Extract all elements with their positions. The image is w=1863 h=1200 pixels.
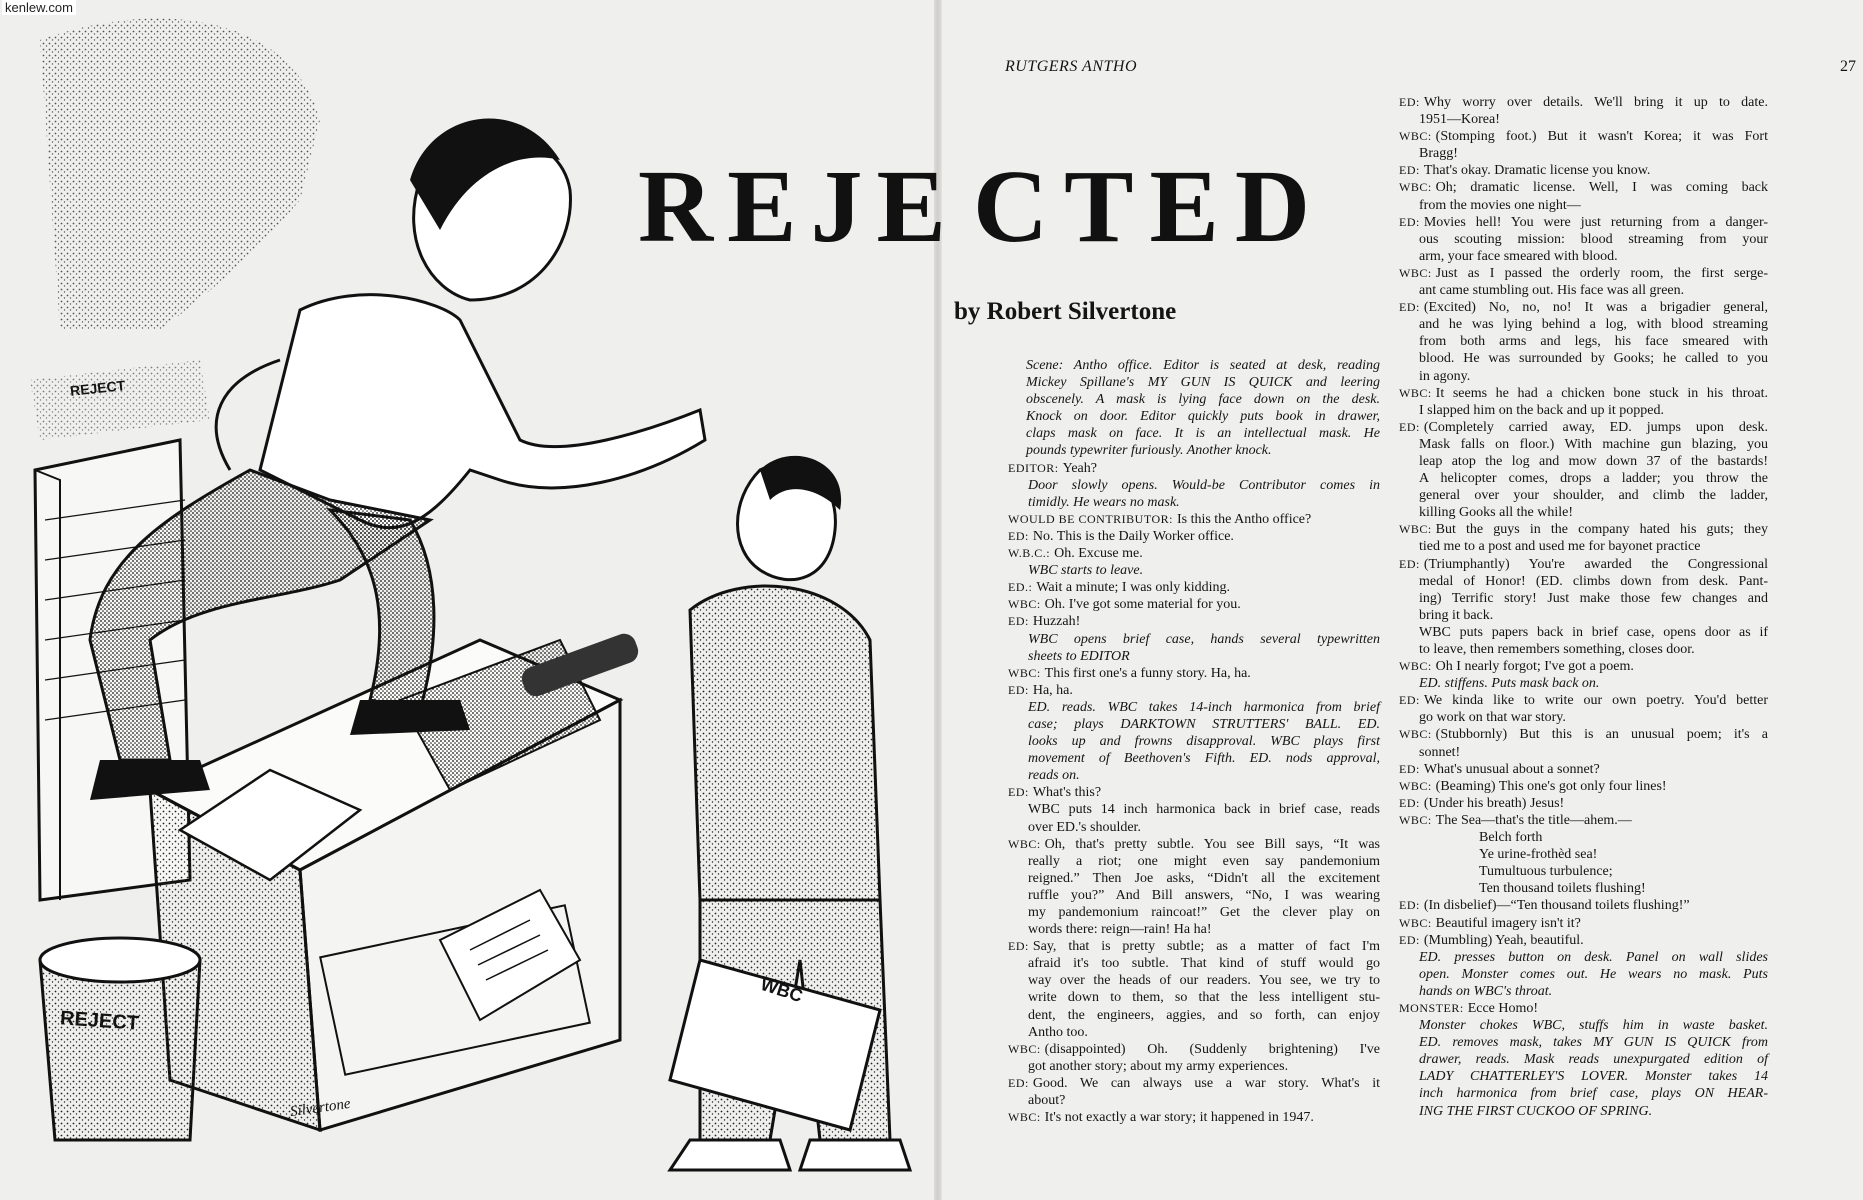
speaker-tag: WBC: <box>1008 836 1041 851</box>
title-part-right: CTED <box>973 149 1326 264</box>
stage-direction: WBC puts papers back in brief case, opens door as if <box>1419 624 1768 640</box>
script-column-right <box>1399 94 1768 1120</box>
speaker-tag: WBC: <box>1399 659 1432 674</box>
dialogue-line: MONSTER: Ecce Homo! <box>1399 1000 1539 1016</box>
dialogue-continuation: 1951—Korea! <box>1419 112 1500 128</box>
dialogue-continuation: ant came stumbling out. His face was all green. <box>1419 283 1685 299</box>
stage-direction: looks up and frowns disapproval. WBC plays first <box>1028 734 1380 750</box>
poem-line: Belch forth <box>1479 830 1543 846</box>
speaker-tag: ED: <box>1399 163 1420 178</box>
dialogue-continuation: from the movies one night— <box>1419 197 1581 213</box>
stage-direction: pounds typewriter furiously. Another knock. <box>1026 443 1272 459</box>
dialogue-continuation: ruffle you?” And Bill answers, “No, I was wearing <box>1028 887 1380 903</box>
stage-direction: WBC opens brief case, hands several typewritten <box>1028 631 1380 647</box>
waste-basket-label: REJECT <box>59 1007 140 1035</box>
dialogue-continuation: A helicopter comes, drops a ladder; you throw the <box>1419 471 1768 487</box>
dialogue-line: WBC: It seems he had a chicken bone stuck in his throat. <box>1399 385 1768 401</box>
dialogue-line: ED: That's okay. Dramatic license you know. <box>1399 163 1651 179</box>
script-column-left <box>1008 357 1380 1126</box>
speaker-tag: ED: <box>1399 898 1420 913</box>
speaker-tag: ED: <box>1399 214 1420 229</box>
dialogue-line: ED: Ha, ha. <box>1008 682 1073 698</box>
stage-direction: Scene: Antho office. Editor is seated at desk, reading <box>1026 358 1380 373</box>
dialogue-continuation: way over the heads of our readers. You see, we try to <box>1028 973 1380 989</box>
speaker-tag: ED: <box>1399 300 1420 315</box>
dialogue-line: WBC: (Stubbornly) But this is an unusual poem; it's a <box>1399 727 1768 743</box>
speaker-tag: WBC: <box>1399 385 1432 400</box>
dialogue-continuation: reigned.” Then Joe asks, “Didn't all the excitement <box>1028 870 1380 886</box>
dialogue-continuation: bring it back. <box>1419 607 1494 623</box>
stage-direction: Door slowly opens. Would-be Contributor comes in <box>1028 477 1380 493</box>
dialogue-continuation: tied me to a post and used me for bayonet practice <box>1419 539 1701 555</box>
dialogue-line: ED: What's this? <box>1008 785 1102 801</box>
shelf-label: REJECT <box>69 377 126 399</box>
dialogue-continuation: medal of Honor! (ED. climbs down from desk. Pant- <box>1419 573 1768 589</box>
artist-signature: Silvertone <box>289 1095 352 1121</box>
dialogue-line: ED: What's unusual about a sonnet? <box>1399 761 1600 777</box>
speaker-tag: ED: <box>1399 95 1420 109</box>
stage-direction: inch harmonica from brief case, plays ON HEAR- <box>1419 1086 1768 1102</box>
speaker-tag: ED: <box>1008 614 1029 629</box>
dialogue-continuation: Bragg! <box>1419 146 1458 162</box>
dialogue-continuation: arm, your face smeared with blood. <box>1419 248 1618 264</box>
speaker-tag: WBC: <box>1008 665 1041 680</box>
dialogue-line: WBC: Beautiful imagery isn't it? <box>1399 915 1581 931</box>
stage-direction: claps mask on face. It is an intellectual mask. He <box>1026 426 1380 442</box>
speaker-tag: EDITOR: <box>1008 460 1059 475</box>
stage-direction: movement of Beethoven's Fifth. ED. nods approval, <box>1028 751 1380 767</box>
dialogue-line: ED: Good. We can always use a war story. What's it <box>1008 1075 1380 1091</box>
dialogue-continuation: afraid it's too subtle. That kind of stuff would go <box>1028 956 1380 972</box>
dialogue-continuation: ing) Terrific story! Just make those few changes and <box>1419 590 1768 606</box>
dialogue-line: ED: Why worry over details. We'll bring it up to date. <box>1399 95 1768 110</box>
speaker-tag: ED: <box>1008 939 1029 954</box>
dialogue-continuation: leap atop the log and mow down 37 of the bastards! <box>1419 453 1768 469</box>
dialogue-continuation: from both arms and legs, his face smeared with <box>1419 334 1768 350</box>
dialogue-line: WBC: The Sea—that's the title—ahem.— <box>1399 812 1632 828</box>
speaker-tag: WBC: <box>1399 265 1432 280</box>
running-header: RUTGERS ANTHO <box>1005 58 1137 75</box>
dialogue-continuation: dent, the engineers, aggies, and so forth, can enjoy <box>1028 1007 1380 1023</box>
stage-direction: WBC puts 14 inch harmonica back in brief case, reads <box>1028 802 1380 818</box>
stage-direction: ED. reads. WBC takes 14-inch harmonica from brief <box>1028 699 1380 715</box>
dialogue-continuation: Mask falls on floor.) With machine gun blazing, you <box>1419 436 1768 452</box>
dialogue-continuation: general over your shoulder, and climb the ladder, <box>1419 488 1768 504</box>
speaker-tag: WBC: <box>1008 1041 1041 1056</box>
stage-direction: ED. removes mask, takes MY GUN IS QUICK from <box>1419 1035 1768 1051</box>
dialogue-line: ED: No. This is the Daily Worker office. <box>1008 528 1234 544</box>
dialogue-continuation: sonnet! <box>1419 744 1461 760</box>
speaker-tag: WBC: <box>1399 522 1432 537</box>
dialogue-line: ED.: Wait a minute; I was only kidding. <box>1008 580 1231 596</box>
speaker-tag: ED: <box>1399 795 1420 810</box>
dialogue-line: WBC: (disappointed) Oh. (Suddenly brightening) I've <box>1008 1041 1380 1057</box>
speaker-tag: ED.: <box>1008 580 1033 595</box>
stage-direction: timidly. He wears no mask. <box>1028 494 1180 510</box>
dialogue-line: WBC: Oh. I've got some material for you. <box>1008 597 1241 613</box>
dialogue-line: WBC: (Stomping foot.) But it wasn't Korea; it was Fort <box>1399 129 1768 145</box>
dialogue-line: ED: (Mumbling) Yeah, beautiful. <box>1399 932 1584 948</box>
dialogue-continuation: I slapped him on the back and up it popped. <box>1419 402 1664 418</box>
speaker-tag: WBC: <box>1399 915 1432 930</box>
stage-direction: hands on WBC's throat. <box>1419 983 1553 999</box>
dialogue-continuation: got another story; about my army experiences. <box>1028 1058 1289 1074</box>
dialogue-continuation: ous scouting mission: blood streaming from your <box>1419 231 1768 247</box>
dialogue-line: ED: (Triumphantly) You're awarded the Congressional <box>1399 556 1768 572</box>
dialogue-line: ED: (Excited) No, no, no! It was a brigadier general, <box>1399 300 1768 316</box>
dialogue-continuation: and he was lying behind a log, with blood streaming <box>1419 317 1768 333</box>
speaker-tag: ED: <box>1399 693 1420 708</box>
stage-direction: over ED.'s shoulder. <box>1028 819 1141 835</box>
speaker-tag: ED: <box>1399 556 1420 571</box>
stage-direction: Monster chokes WBC, stuffs him in waste basket. <box>1419 1018 1768 1034</box>
speaker-tag: ED: <box>1399 761 1420 776</box>
dialogue-continuation: in agony. <box>1419 368 1471 384</box>
dialogue-continuation: about? <box>1028 1093 1066 1109</box>
dialogue-line: WOULD BE CONTRIBUTOR: Is this the Antho office? <box>1008 511 1312 527</box>
stage-direction: Knock on door. Editor quickly puts book in drawer, <box>1026 409 1380 425</box>
speaker-tag: WBC: <box>1399 778 1432 793</box>
speaker-tag: W.B.C.: <box>1008 546 1051 561</box>
speaker-tag: WBC: <box>1399 812 1432 827</box>
stage-direction: Mickey Spillane's MY GUN IS QUICK and leering <box>1026 375 1380 391</box>
speaker-tag: WBC: <box>1399 129 1432 144</box>
dialogue-line: ED: (Completely carried away, ED. jumps upon desk. <box>1399 419 1768 435</box>
stage-direction: sheets to EDITOR <box>1028 648 1130 664</box>
speaker-tag: WOULD BE CONTRIBUTOR: <box>1008 511 1173 526</box>
speaker-tag: ED: <box>1008 1075 1029 1090</box>
stage-direction: open. Monster comes out. He wears no mask. Puts <box>1419 966 1768 982</box>
poem-line: Tumultuous turbulence; <box>1479 864 1613 880</box>
dialogue-line: WBC: Oh I nearly forgot; I've got a poem. <box>1399 659 1634 675</box>
dialogue-line: ED: Say, that is pretty subtle; as a matter of fact I'm <box>1008 939 1380 955</box>
dialogue-continuation: words there: reign—rain! Ha ha! <box>1028 922 1212 938</box>
stage-direction: obscenely. A mask is lying face down on the desk. <box>1026 392 1380 408</box>
dialogue-continuation: write down to them, so that the less intelligent stu- <box>1028 990 1380 1006</box>
stage-direction: drawer, reads. Mask reads unexpurgated edition of <box>1419 1052 1768 1068</box>
speaker-tag: ED: <box>1008 682 1029 697</box>
speaker-tag: ED: <box>1008 528 1029 543</box>
stage-direction: to leave, then remembers something, closes door. <box>1419 642 1695 657</box>
briefcase-label: WBC <box>758 973 806 1007</box>
page-number: 27 <box>1840 58 1856 75</box>
dialogue-continuation: blood. He was surrounded by Gooks; he called to you <box>1419 351 1768 367</box>
dialogue-line: ED: (In disbelief)—“Ten thousand toilets flushing!” <box>1399 898 1690 914</box>
speaker-tag: WBC: <box>1399 180 1432 195</box>
stage-direction: WBC starts to leave. <box>1028 563 1144 579</box>
dialogue-continuation: my pandemonium raincoat!” Get the clever play on <box>1028 905 1380 920</box>
title-part-left: REJE <box>638 149 960 264</box>
dialogue-line: WBC: This first one's a funny story. Ha, ha. <box>1008 665 1251 681</box>
speaker-tag: ED: <box>1399 419 1420 434</box>
dialogue-continuation: killing Gooks all the while! <box>1419 505 1573 521</box>
dialogue-line: ED: We kinda like to write our own poetry. You'd better <box>1399 693 1768 709</box>
dialogue-continuation: Antho too. <box>1028 1024 1088 1040</box>
dialogue-line: WBC: (Beaming) This one's got only four lines! <box>1399 778 1667 794</box>
byline: by Robert Silvertone <box>954 298 1177 325</box>
dialogue-continuation: go work on that war story. <box>1419 710 1566 726</box>
stage-direction: ED. presses button on desk. Panel on wall slides <box>1419 949 1768 965</box>
dialogue-line: WBC: Oh; dramatic license. Well, I was coming back <box>1399 180 1768 196</box>
stage-direction: ED. stiffens. Puts mask back on. <box>1419 676 1600 692</box>
poem-line: Ten thousand toilets flushing! <box>1479 881 1646 897</box>
speaker-tag: ED: <box>1399 932 1420 947</box>
dialogue-line: EDITOR: Yeah? <box>1008 460 1097 476</box>
dialogue-line: WBC: But the guys in the company hated his guts; they <box>1399 522 1768 538</box>
dialogue-line: ED: Huzzah! <box>1008 614 1081 630</box>
poem-line: Ye urine-frothèd sea! <box>1479 847 1598 863</box>
dialogue-line: WBC: It's not exactly a war story; it happened in 1947. <box>1008 1110 1314 1126</box>
stage-direction: LADY CHATTERLEY'S LOVER. Monster takes 14 <box>1419 1069 1768 1085</box>
dialogue-line: W.B.C.: Oh. Excuse me. <box>1008 546 1143 562</box>
dialogue-line: WBC: Oh, that's pretty subtle. You see Bill says, “It was <box>1008 836 1380 852</box>
speaker-tag: MONSTER: <box>1399 1000 1464 1015</box>
dialogue-line: ED: Movies hell! You were just returning from a danger- <box>1399 214 1768 230</box>
stage-direction: reads on. <box>1028 768 1080 784</box>
stage-direction: ING THE FIRST CUCKOO OF SPRING. <box>1419 1103 1653 1119</box>
speaker-tag: WBC: <box>1008 1110 1041 1125</box>
speaker-tag: ED: <box>1008 785 1029 800</box>
stage-direction: case; plays DARKTOWN STRUTTERS' BALL. ED. <box>1028 716 1380 732</box>
speaker-tag: WBC: <box>1399 727 1432 742</box>
dialogue-continuation: really a riot; one might even say pandemonium <box>1028 853 1380 869</box>
dialogue-line: ED: (Under his breath) Jesus! <box>1399 795 1565 811</box>
site-watermark: kenlew.com <box>2 0 76 15</box>
dialogue-line: WBC: Just as I passed the orderly room, the first serge- <box>1399 265 1768 281</box>
speaker-tag: WBC: <box>1008 597 1041 612</box>
